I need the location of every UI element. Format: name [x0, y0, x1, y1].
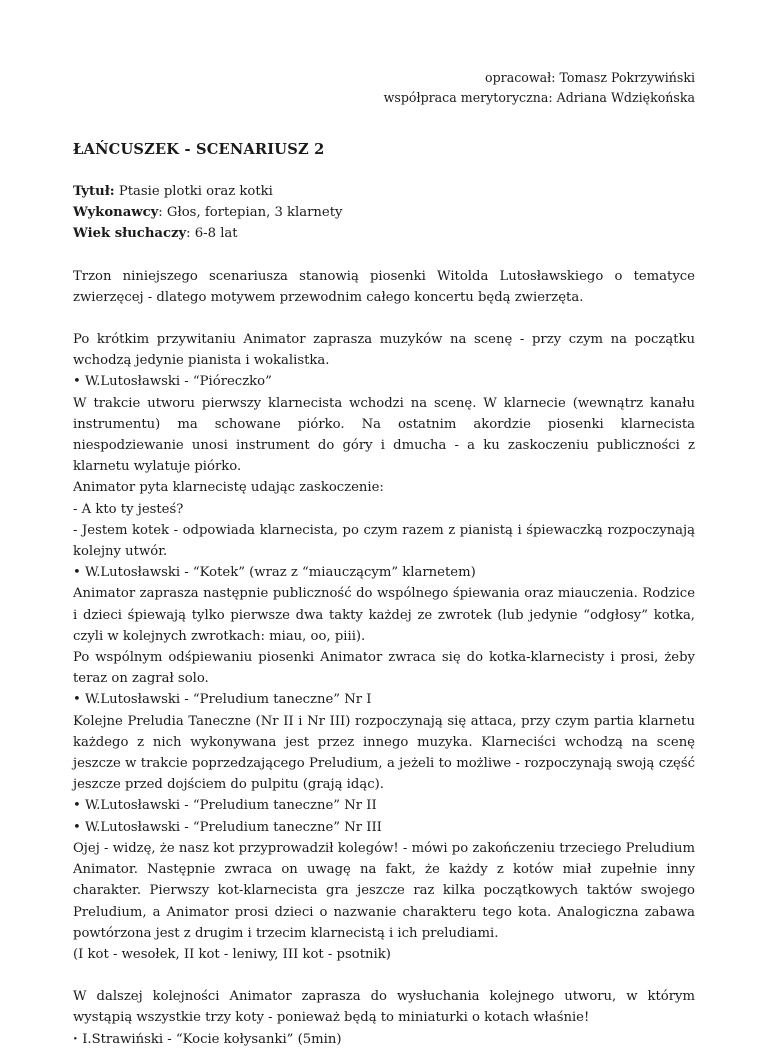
paragraph: W trakcie utworu pierwszy klarnecista wchodzi na scenę. W klarnecie (wewnątrz kanału instrumentu) ma schowane piórko. Na ostatnim akordzie piosenki klarnecista niespodziewanie unosi instrument do góry i dmucha - a ku zaskoczeniu publiczności z klarnetu wylatuje piórko.: [73, 395, 695, 475]
meta-performers-label: Wykonawcy: [73, 205, 159, 221]
paragraph: Animator zaprasza następnie publiczność do wspólnego śpiewania oraz miauczenia. Rodzice i dzieci śpiewają tylko pierwsze dwa takty każdej ze zwrotek (lub jedynie “odgłosy” kotka, czyli w kolejnych zwrotkach: miau, oo, piii).: [73, 586, 695, 644]
paragraph: Po wspólnym odśpiewaniu piosenki Animator zwraca się do kotka-klarnecisty i prosi, żeby teraz on zagrał solo.: [73, 650, 695, 687]
paragraph: Ojej - widzę, że nasz kot przyprowadził kolegów! - mówi po zakończeniu trzeciego Preludium Animator. Następnie zwraca on uwagę na fakt, że każdy z kotów miał zupełnie inny charakter. Pierwszy kot-klarnecista gra jeszcze raz kilka początkowych taktów swojego Preludium, a Animator prosi dzieci o nazwanie charakteru tego kota. Analogiczna zabawa powtórzona jest z drugim i trzecim klarnecistą i ich preludiami.: [73, 840, 695, 941]
paragraph: (I kot - wesołek, II kot - leniwy, III kot - psotnik): [73, 946, 391, 962]
meta-performers-line: [73, 202, 695, 223]
meta-performers-value: : Głos, fortepian, 3 klarnety: [158, 205, 343, 221]
piece-item: • W.Lutosławski - “Preludium taneczne” Nr I: [73, 689, 695, 710]
document-title: ŁAŃCUSZEK - SCENARIUSZ 2: [73, 141, 325, 158]
scenario-body: [73, 329, 695, 965]
meta-age-label: Wiek słuchaczy: [73, 226, 187, 242]
intro-paragraph: Trzon niniejszego scenariusza stanowią piosenki Witolda Lutosławskiego o tematyce zwierzęcej - dlatego motywem przewodnim całego koncertu będą zwierzęta.: [73, 268, 695, 305]
piece-item: · I.Strawiński - “Kocie kołysanki” (5min): [73, 1029, 695, 1050]
meta-age-value: : 6-8 lat: [186, 226, 238, 242]
piece-item: • W.Lutosławski - “Preludium taneczne” Nr II: [73, 795, 695, 816]
final-section: [73, 986, 695, 1050]
meta-age-line: [73, 223, 695, 244]
metadata-block: [73, 181, 695, 245]
dialogue-line: - Jestem kotek - odpowiada klarnecista, po czym razem z pianistą i śpiewaczką rozpoczynają kolejny utwór.: [73, 522, 695, 560]
collaborator-credit: współpraca merytoryczna: Adriana Wdziękońska: [383, 90, 695, 105]
credits: [73, 68, 695, 108]
paragraph: Po krótkim przywitaniu Animator zaprasza muzyków na scenę - przy czym na początku wchodzą jedynie pianista i wokalistka.: [73, 332, 695, 369]
author-credit: opracował: Tomasz Pokrzywiński: [485, 70, 695, 85]
paragraph: Animator pyta klarnecistę udając zaskoczenie:: [73, 480, 384, 496]
meta-title-value: Ptasie plotki oraz kotki: [114, 184, 273, 199]
paragraph: Kolejne Preludia Taneczne (Nr II i Nr III) rozpoczynają się attaca, przy czym partia klarnetu każdego z nich wykonywana jest przez innego muzyka. Klarneciści wchodzą na scenę jeszcze w trakcie poprzedzającego Preludium, a jeżeli to możliwe - rozpoczynają swoją część jeszcze przed dojściem do pulpitu (grają idąc).: [73, 713, 695, 793]
meta-title-line: [73, 181, 695, 202]
piece-item: • W.Lutosławski - “Preludium taneczne” Nr III: [73, 817, 695, 838]
meta-title-label: Tytuł:: [73, 184, 115, 199]
dialogue-line: - A kto ty jesteś?: [73, 501, 184, 517]
paragraph: W dalszej kolejności Animator zaprasza do wysłuchania kolejnego utworu, w którym wystąpią wszystkie trzy koty - ponieważ będą to miniaturki o kotach właśnie!: [73, 989, 695, 1026]
piece-item: • W.Lutosławski - “Kotek” (wraz z “miauczącym” klarnetem): [73, 562, 695, 583]
piece-item: • W.Lutosławski - “Pióreczko”: [73, 371, 695, 392]
